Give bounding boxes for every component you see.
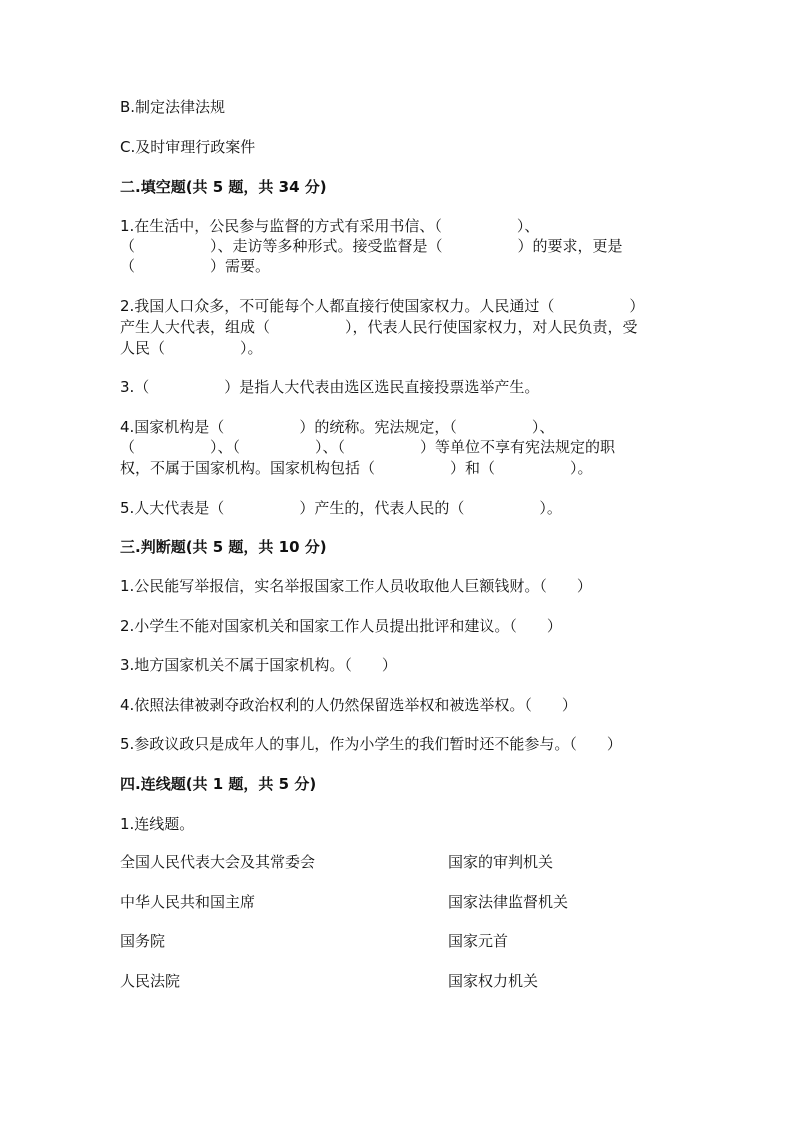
- match-left-item: 人民法院: [120, 972, 181, 990]
- match-left-item: 国务院: [120, 932, 166, 950]
- section-4-title: 四.连线题(共 1 题，共 5 分): [120, 775, 317, 793]
- fill-q2-line: 2.我国人口众多，不可能每个人都直接行使国家权力。人民通过（ ）: [120, 297, 645, 315]
- fill-q4-line: 权，不属于国家机构。国家机构包括（ ）和（ ）。: [120, 459, 593, 477]
- option-b: B.制定法律法规: [120, 98, 226, 116]
- fill-q4-line: 4.国家机构是（ ）的统称。宪法规定，（ ）、: [120, 418, 555, 436]
- judge-item: 4.依照法律被剥夺政治权利的人仍然保留选举权和被选举权。（ ）: [120, 696, 577, 714]
- fill-q1-line: （ ）、走访等多种形式。接受监督是（ ）的要求，更是: [120, 237, 623, 255]
- match-left-item: 中华人民共和国主席: [120, 893, 256, 911]
- judge-item: 1.公民能写举报信，实名举报国家工作人员收取他人巨额钱财。（ ）: [120, 577, 592, 595]
- judge-item: 3.地方国家机关不属于国家机构。（ ）: [120, 656, 397, 674]
- fill-q5: 5.人大代表是（ ）产生的，代表人民的（ ）。: [120, 499, 562, 517]
- match-question: 1.连线题。: [120, 815, 195, 833]
- match-right-item: 国家元首: [448, 932, 509, 950]
- match-right-item: 国家权力机关: [448, 972, 539, 990]
- fill-q3: 3.（ ）是指人大代表由选区选民直接投票选举产生。: [120, 378, 540, 396]
- match-right-item: 国家的审判机关: [448, 853, 554, 871]
- fill-q2-line: 人民（ ）。: [120, 339, 263, 357]
- fill-q4-line: （ ）、（ ）、（ ）等单位不享有宪法规定的职: [120, 438, 616, 456]
- fill-q1-line: （ ）需要。: [120, 257, 271, 275]
- fill-q2-line: 产生人大代表，组成（ ），代表人民行使国家权力，对人民负责，受: [120, 318, 638, 336]
- section-3-title: 三.判断题(共 5 题，共 10 分): [120, 538, 327, 556]
- fill-q1-line: 1.在生活中，公民参与监督的方式有采用书信、（ ）、: [120, 217, 540, 235]
- judge-item: 2.小学生不能对国家机关和国家工作人员提出批评和建议。（ ）: [120, 617, 562, 635]
- section-2-title: 二.填空题(共 5 题，共 34 分): [120, 178, 327, 196]
- judge-item: 5.参政议政只是成年人的事儿，作为小学生的我们暂时还不能参与。（ ）: [120, 735, 622, 753]
- option-c: C.及时审理行政案件: [120, 138, 256, 156]
- match-left-item: 全国人民代表大会及其常委会: [120, 853, 316, 871]
- match-right-item: 国家法律监督机关: [448, 893, 569, 911]
